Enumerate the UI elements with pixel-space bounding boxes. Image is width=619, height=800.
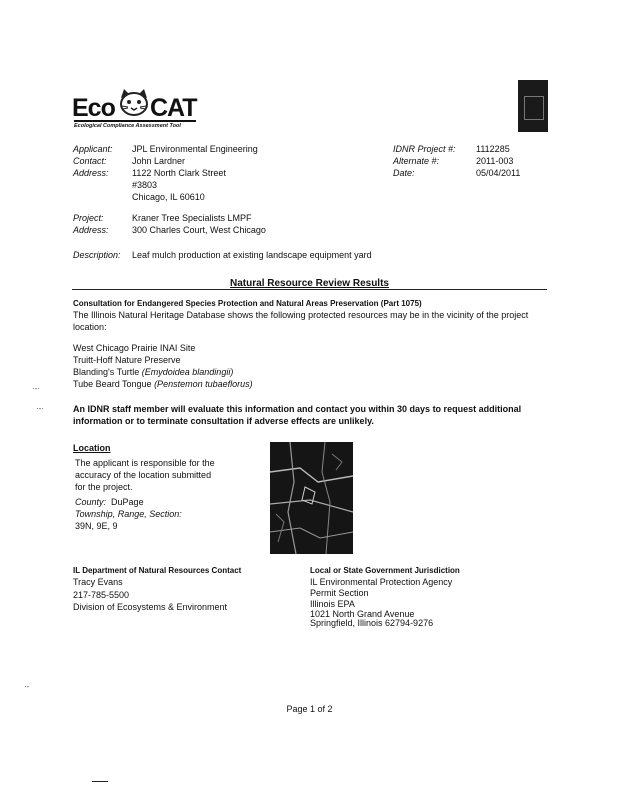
jurisdiction-line: 1021 North Grand Avenue	[310, 609, 415, 619]
location-note-2: accuracy of the location submitted	[75, 470, 212, 480]
section-divider	[72, 289, 547, 290]
applicant-label: Applicant:	[73, 144, 113, 154]
location-map	[270, 442, 353, 554]
intro-line-2: location:	[73, 322, 107, 332]
scan-speck: ·-·	[36, 404, 44, 413]
location-heading: Location	[73, 443, 111, 453]
scan-speck: ·-	[24, 682, 30, 691]
alternate-label: Alternate #:	[393, 156, 440, 166]
page-number: Page 1 of 2	[286, 704, 333, 714]
address-line-2: #3803	[132, 180, 158, 190]
intro-line-1: The Illinois Natural Heritage Database shows the following protected resources may be in the vicinity of the project	[73, 310, 529, 320]
results-title: Natural Resource Review Results	[230, 278, 389, 289]
bobcat-face-icon	[118, 88, 150, 118]
resource-item: West Chicago Prairie INAI Site	[73, 343, 196, 353]
notice-line-1: An IDNR staff member will evaluate this information and contact you within 30 days to request additional	[73, 404, 522, 414]
idnr-project-value: 1112285	[476, 144, 510, 154]
project-label: Project:	[73, 213, 104, 223]
address-line-3: Chicago, IL 60610	[132, 192, 205, 202]
logo-eco-text: Eco	[72, 94, 115, 122]
date-value: 05/04/2011	[476, 168, 521, 178]
idnr-contact-name: Tracy Evans	[73, 577, 123, 587]
project-address-value: 300 Charles Court, West Chicago	[132, 225, 266, 235]
resource-item: Truitt-Hoff Nature Preserve	[73, 355, 181, 365]
scan-speck: ·-·	[32, 384, 40, 393]
address-label: Address:	[73, 168, 109, 178]
trs-value: 39N, 9E, 9	[75, 521, 118, 531]
county-row: County: DuPage	[75, 497, 144, 507]
jurisdiction-line: Permit Section	[310, 588, 369, 598]
location-note-1: The applicant is responsible for the	[75, 458, 215, 468]
jurisdiction-line: Springfield, Illinois 62794-9276	[310, 618, 434, 628]
notice-line-2: information or to terminate consultation if adverse effects are unlikely.	[73, 416, 374, 426]
idnr-contact-division: Division of Ecosystems & Environment	[73, 602, 228, 612]
applicant-value: JPL Environmental Engineering	[132, 144, 258, 154]
resource-item: Tube Beard Tongue (Penstemon tubaeflorus)	[73, 379, 253, 389]
trs-label: Township, Range, Section:	[75, 509, 182, 519]
jurisdiction-line: Illinois EPA	[310, 599, 355, 609]
ecocat-logo	[72, 88, 202, 132]
idnr-project-label: IDNR Project #:	[393, 144, 456, 154]
resource-item: Blanding's Turtle (Emydoidea blandingii)	[73, 367, 234, 377]
description-label: Description:	[73, 250, 121, 260]
jurisdiction-heading: Local or State Government Jurisdiction	[310, 566, 460, 575]
project-address-label: Address:	[73, 225, 109, 235]
logo-cat-text: CAT	[150, 94, 197, 122]
address-line-1: 1122 North Clark Street	[132, 168, 226, 178]
idnr-seal	[518, 80, 548, 132]
idnr-contact-phone: 217-785-5500	[73, 590, 130, 600]
project-value: Kraner Tree Specialists LMPF	[132, 213, 252, 223]
logo-tagline: Ecological Compliance Assessment Tool	[74, 120, 196, 129]
contact-value: John Lardner	[132, 156, 186, 166]
contact-label: Contact:	[73, 156, 107, 166]
location-note-3: for the project.	[75, 482, 133, 492]
jurisdiction-line: IL Environmental Protection Agency	[310, 577, 453, 587]
consultation-heading: Consultation for Endangered Species Protection and Natural Areas Preservation (Part 1075)	[73, 299, 422, 308]
alternate-value: 2011-003	[476, 156, 514, 166]
date-label: Date:	[393, 168, 415, 178]
description-value: Leaf mulch production at existing landscape equipment yard	[132, 250, 372, 260]
idnr-contact-heading: IL Department of Natural Resources Contact	[73, 566, 242, 575]
scan-mark	[92, 781, 108, 782]
